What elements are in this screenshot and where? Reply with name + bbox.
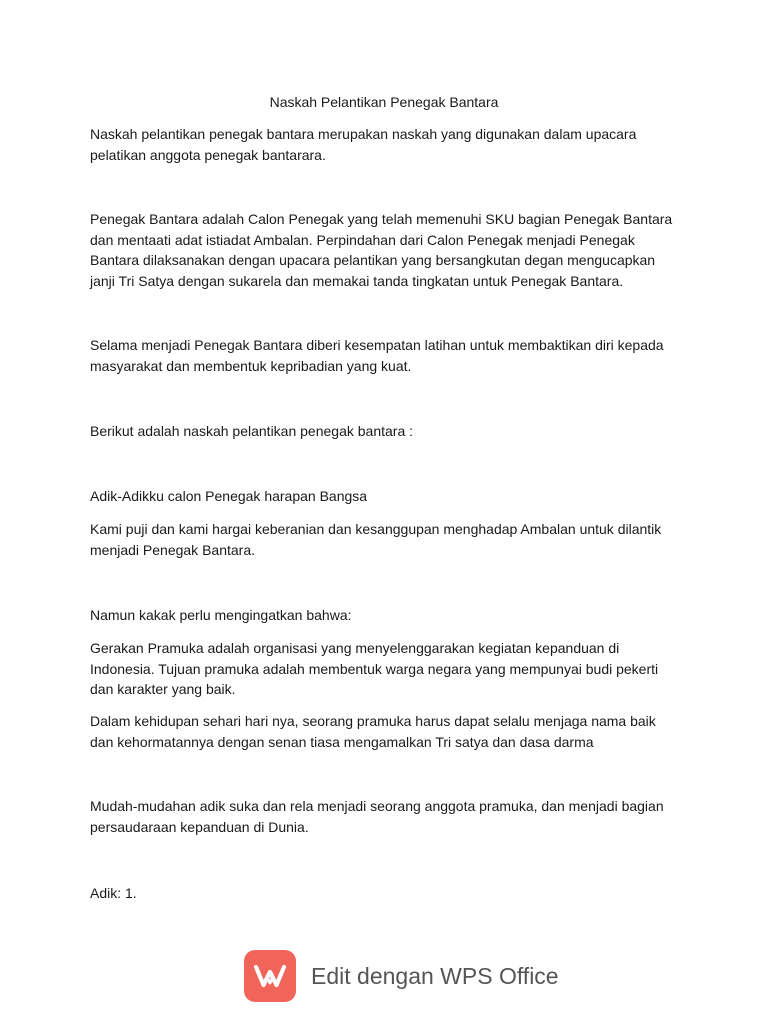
paragraph-line: Adik-Adikku calon Penegak harapan Bangsa (90, 488, 368, 504)
wps-edit-label: Edit dengan WPS Office (311, 962, 559, 989)
paragraph-praise (90, 519, 680, 560)
paragraph-organization (90, 638, 680, 700)
wps-logo-glyph (250, 956, 290, 996)
document-title: Naskah Pelantikan Penegak Bantara (269, 94, 499, 110)
paragraph-line: menjadi Penegak Bantara. (90, 541, 255, 558)
paragraph-intro (90, 124, 680, 165)
paragraph-line: Kami puji dan kami hargai keberanian dan kesanggupan menghadap Ambalan untuk dilantik (90, 521, 662, 537)
paragraph-reminder (90, 605, 680, 626)
paragraph-service (90, 335, 680, 376)
paragraph-line: dan karakter yang baik. (90, 681, 236, 697)
paragraph-daily-life (90, 711, 680, 752)
paragraph-line: Selama menjadi Penegak Bantara diberi kesempatan latihan untuk membaktikan diri kepada (90, 337, 664, 353)
paragraph-line: Namun kakak perlu mengingatkan bahwa: (90, 607, 352, 623)
paragraph-line: janji Tri Satya dengan sukarela dan memakai tanda tingkatan untuk Penegak Bantara. (90, 272, 624, 289)
paragraph-line: pelatikan anggota penegak bantarara. (90, 146, 326, 163)
paragraph-line: Adik: 1. (90, 885, 137, 901)
paragraph-line: masyarakat dan membentuk kepribadian yang kuat. (90, 357, 412, 374)
paragraph-adik (90, 883, 680, 904)
paragraph-line: persaudaraan kepanduan di Dunia. (90, 818, 309, 835)
paragraph-line: Bantara dilaksanakan dengan upacara pelantikan yang bersangkutan degan mengucapkan (90, 252, 656, 268)
paragraph-line: dan mentaati adat istiadat Ambalan. Perpindahan dari Calon Penegak menjadi Penegak (90, 231, 635, 248)
paragraph-greeting (90, 486, 680, 507)
paragraph-line: Mudah-mudahan adik suka dan rela menjadi seorang anggota pramuka, dan menjadi bagian (90, 798, 664, 814)
wps-office-icon (244, 950, 296, 1002)
paragraph-line: Berikut adalah naskah pelantikan penegak bantara : (90, 423, 414, 439)
paragraph-hope (90, 796, 680, 837)
paragraph-line: Penegak Bantara adalah Calon Penegak yang telah memenuhi SKU bagian Penegak Bantara (90, 211, 673, 227)
paragraph-line: dan kehormatannya dengan senan tiasa mengamalkan Tri satya dan dasa darma (90, 733, 594, 750)
paragraph-line: Gerakan Pramuka adalah organisasi yang menyelenggarakan kegiatan kepanduan di (90, 640, 620, 656)
paragraph-line: Indonesia. Tujuan pramuka adalah membentuk warga negara yang mempunyai budi pekerti (90, 660, 659, 677)
paragraph-following (90, 421, 680, 442)
paragraph-line: Dalam kehidupan sehari hari nya, seorang pramuka harus dapat selalu menjaga nama baik (90, 713, 656, 729)
paragraph-line: Naskah pelantikan penegak bantara merupakan naskah yang digunakan dalam upacara (90, 126, 637, 142)
edit-with-wps-button[interactable] (244, 948, 559, 1004)
paragraph-definition (90, 209, 680, 291)
